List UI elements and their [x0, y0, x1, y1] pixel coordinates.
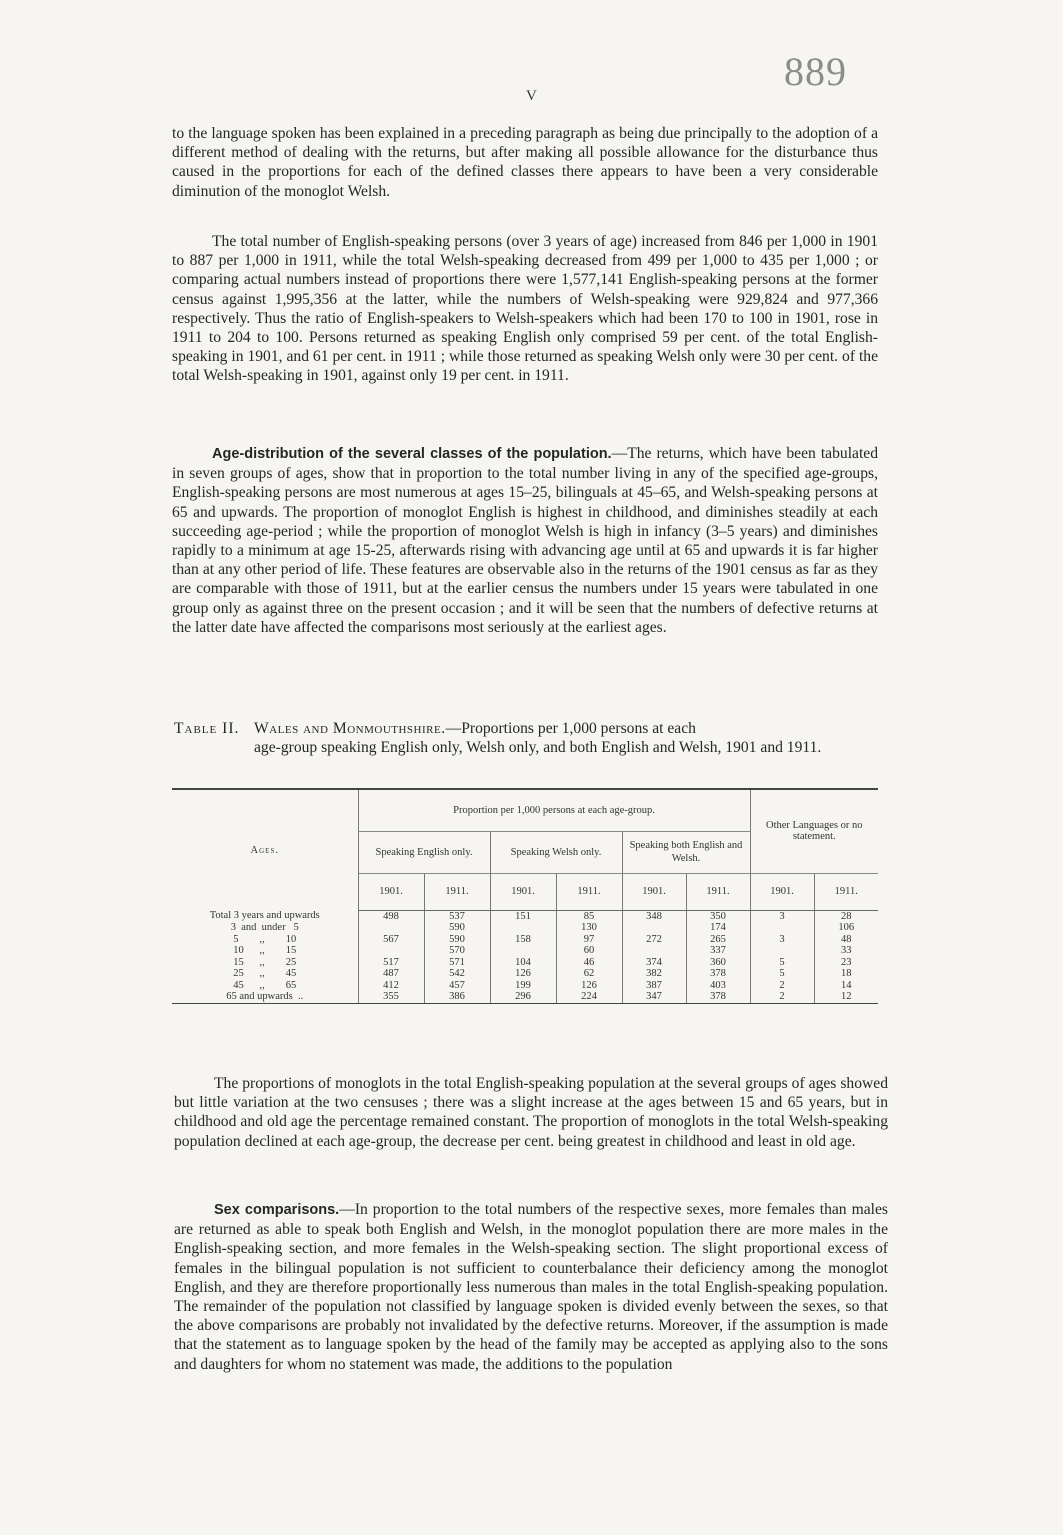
table-caption-continuation: age-group speaking English only, Welsh only, and both English and Welsh, 1901 and 1911.: [254, 739, 822, 756]
language-proportions-table: [172, 788, 878, 1004]
cell-english-1911: 590: [424, 934, 490, 946]
cell-welsh-1901: 158: [490, 934, 556, 946]
row-age-label: 15 ,, 25: [233, 956, 297, 968]
cell-welsh-1911: 60: [556, 945, 622, 957]
cell-english-1901: [358, 945, 424, 957]
table-row: [172, 980, 878, 992]
cell-english-1901: 355: [358, 991, 424, 1003]
paragraph-monoglot-proportions: The proportions of monoglots in the total English-speaking population at the several groups of ages showed but little variation at the two censuses ; there was a slight increase at the ages between 15 and 65 years, but in childhood and old age the percentage remained constant. The proportion of monoglots in the total Welsh-speaking population declined at each age-group, the decrease per cent. being greatest in childhood and least in old age.: [174, 1075, 888, 1150]
row-age-label: 45 ,, 65: [233, 979, 297, 991]
cell-both-1901: 382: [622, 968, 686, 980]
cell-both-1901: 374: [622, 957, 686, 969]
cell-welsh-1911: 126: [556, 980, 622, 992]
table-row: [172, 922, 878, 934]
cell-both-1901: 348: [622, 910, 686, 922]
row-age-label: 10 ,, 15: [233, 945, 297, 956]
year-header-english-1911: 1911.: [424, 873, 490, 910]
sidehead-age-distribution: Age-distribution of the several classes of the population.: [212, 446, 612, 462]
cell-other-1901: 3: [750, 910, 814, 922]
cell-other-1911: 23: [814, 957, 878, 969]
cell-english-1911: 570: [424, 945, 490, 957]
table-caption-text: —Proportions per 1,000 persons at each: [445, 720, 696, 737]
table-header-ages: Ages.: [172, 789, 358, 910]
cell-welsh-1901: 296: [490, 991, 556, 1003]
cell-other-1901: 5: [750, 968, 814, 980]
cell-both-1911: 403: [686, 980, 750, 992]
cell-both-1911: 378: [686, 991, 750, 1003]
cell-welsh-1901: 104: [490, 957, 556, 969]
table-row: [172, 957, 878, 969]
cell-both-1911: 360: [686, 957, 750, 969]
table-row: [172, 934, 878, 946]
cell-english-1911: 571: [424, 957, 490, 969]
year-header-both-1901: 1901.: [622, 873, 686, 910]
cell-other-1911: 28: [814, 910, 878, 922]
roman-page-heading: V: [526, 88, 537, 104]
cell-english-1901: [358, 922, 424, 934]
cell-welsh-1911: 130: [556, 922, 622, 934]
cell-welsh-1901: 151: [490, 910, 556, 922]
cell-english-1901: 498: [358, 910, 424, 922]
cell-english-1911: 590: [424, 922, 490, 934]
cell-other-1901: 5: [750, 957, 814, 969]
year-header-welsh-1901: 1901.: [490, 873, 556, 910]
paragraph-sex-comparisons-body: —In proportion to the total numbers of the respective sexes, more females than males are returned as able to speak both English and Welsh, in the monoglot population there are more males in the English-speaking section, and more females in the Welsh-speaking section. The slight proportional excess of females in the bilingual population is not sufficient to counterbalance their deficiency among the monoglot English, and they are therefore proportionally less numerous than males in the total English-speaking population. The remainder of the population not classified by language spoken is divided evenly between the sexes, so that the above comparisons are probably not invalidated by the defective returns. Moreover, if the assumption is made that the statement as to language spoken by the head of the family may be accepted as applying also to the sons and daughters for whom no statement was made, the additions to the population: [174, 1201, 888, 1373]
table-header-both-languages: Speaking both English and Welsh.: [622, 831, 750, 873]
sidehead-sex-comparisons: Sex comparisons.: [214, 1202, 340, 1218]
year-header-both-1911: 1911.: [686, 873, 750, 910]
paragraph-sex-comparisons: [174, 1200, 888, 1374]
cell-welsh-1901: 126: [490, 968, 556, 980]
cell-other-1911: 12: [814, 991, 878, 1003]
table-row: [172, 945, 878, 957]
cell-both-1901: 272: [622, 934, 686, 946]
paragraph-english-speaking-totals: The total number of English-speaking persons (over 3 years of age) increased from 846 per 1,000 in 1901 to 887 per 1,000 in 1911, while the total Welsh-speaking decreased from 499 per 1,000 to 435 per 1,000 ; or comparing actual numbers instead of proportions there were 1,577,141 English-speaking persons at the former census against 1,995,356 at the latter, while the numbers of Welsh-speaking were 929,824 and 977,366 respectively. Thus the ratio of English-speakers to Welsh-speakers which had been 170 to 100 in 1901, rose in 1911 to 204 to 100. Persons returned as speaking English only comprised 59 per cent. of the total English-speaking in 1901, and 61 per cent. in 1911 ; while those returned as speaking Welsh only were 30 per cent. of the total Welsh-speaking in 1901, against only 19 per cent. in 1911.: [172, 233, 878, 385]
table-row: [172, 991, 878, 1003]
page-number: 889: [784, 49, 847, 94]
cell-both-1901: 387: [622, 980, 686, 992]
cell-welsh-1901: [490, 922, 556, 934]
cell-english-1901: 487: [358, 968, 424, 980]
row-age-label: 65 and upwards ..: [172, 991, 358, 1003]
table-header-other-languages: Other Languages or no statement.: [750, 789, 878, 873]
table-caption-tag: Table II.: [174, 720, 240, 737]
row-age-label: 5 ,, 10: [233, 933, 297, 945]
year-header-welsh-1911: 1911.: [556, 873, 622, 910]
table-header-welsh-only: Speaking Welsh only.: [490, 831, 622, 873]
year-header-other-1911: 1911.: [814, 873, 878, 910]
paragraph-age-distribution-body: —The returns, which have been tabulated in seven groups of ages, show that in proportion to the total number living in any of the specified age-groups, English-speaking persons are most numerous at ages 15–25, bilinguals at 45–65, and Welsh-speaking persons at 65 and upwards. The proportion of monoglot English is highest in childhood, and diminishes steadily at each succeeding age-period ; while the proportion of monoglot Welsh is high in infancy (3–5 years) and diminishes rapidly to a minimum at age 15-25, afterwards rising with advancing age until at 65 and upwards it is far higher than at any other period of life. These features are observable also in the returns of the 1901 census as far as they are comparable with those of 1911, but at the earlier census the numbers under 15 years were tabulated in one group only as against three on the present occasion ; and it will be seen that the numbers of defective returns at the latter date have affected the comparisons most seriously at the earliest ages.: [172, 445, 878, 636]
table-header-proportion-group: Proportion per 1,000 persons at each age-group.: [358, 789, 750, 831]
cell-welsh-1911: 62: [556, 968, 622, 980]
cell-welsh-1911: 85: [556, 910, 622, 922]
table-row: [172, 968, 878, 980]
cell-english-1911: 542: [424, 968, 490, 980]
cell-english-1911: 386: [424, 991, 490, 1003]
row-age-label: 3 and under 5: [230, 922, 299, 933]
cell-both-1901: [622, 945, 686, 957]
cell-welsh-1901: 199: [490, 980, 556, 992]
cell-other-1901: [750, 922, 814, 934]
table-header-english-only: Speaking English only.: [358, 831, 490, 873]
cell-welsh-1911: 46: [556, 957, 622, 969]
table-row: [172, 910, 878, 922]
cell-other-1901: 2: [750, 991, 814, 1003]
year-header-english-1901: 1901.: [358, 873, 424, 910]
cell-english-1901: 517: [358, 957, 424, 969]
table-caption-region: Wales and Monmouthshire.: [254, 720, 446, 737]
cell-both-1911: 174: [686, 922, 750, 934]
paragraph-age-distribution: [172, 444, 878, 637]
cell-english-1901: 567: [358, 934, 424, 946]
cell-welsh-1911: 97: [556, 934, 622, 946]
year-header-other-1901: 1901.: [750, 873, 814, 910]
cell-both-1901: [622, 922, 686, 934]
cell-english-1911: 457: [424, 980, 490, 992]
cell-welsh-1911: 224: [556, 991, 622, 1003]
cell-both-1911: 350: [686, 910, 750, 922]
cell-other-1901: 3: [750, 934, 814, 946]
paragraph-language-spoken: to the language spoken has been explained in a preceding paragraph as being due principally to the adoption of a different method of dealing with the returns, but after making all possible allowance for the disturbance thus caused in the proportions for each of the defined classes there appears to have been a very considerable diminution of the monoglot Welsh.: [172, 125, 878, 200]
cell-english-1901: 412: [358, 980, 424, 992]
cell-both-1911: 337: [686, 945, 750, 957]
cell-other-1911: 48: [814, 934, 878, 946]
row-age-label: 25 ,, 45: [233, 968, 297, 979]
cell-other-1911: 106: [814, 922, 878, 934]
cell-other-1911: 18: [814, 968, 878, 980]
table-caption: [174, 719, 880, 757]
cell-english-1911: 537: [424, 910, 490, 922]
row-age-label: Total 3 years and upwards: [209, 910, 320, 922]
cell-both-1901: 347: [622, 991, 686, 1003]
cell-other-1901: 2: [750, 980, 814, 992]
cell-other-1911: 14: [814, 980, 878, 992]
cell-both-1911: 265: [686, 934, 750, 946]
cell-welsh-1901: [490, 945, 556, 957]
cell-other-1911: 33: [814, 945, 878, 957]
cell-other-1901: [750, 945, 814, 957]
cell-both-1911: 378: [686, 968, 750, 980]
